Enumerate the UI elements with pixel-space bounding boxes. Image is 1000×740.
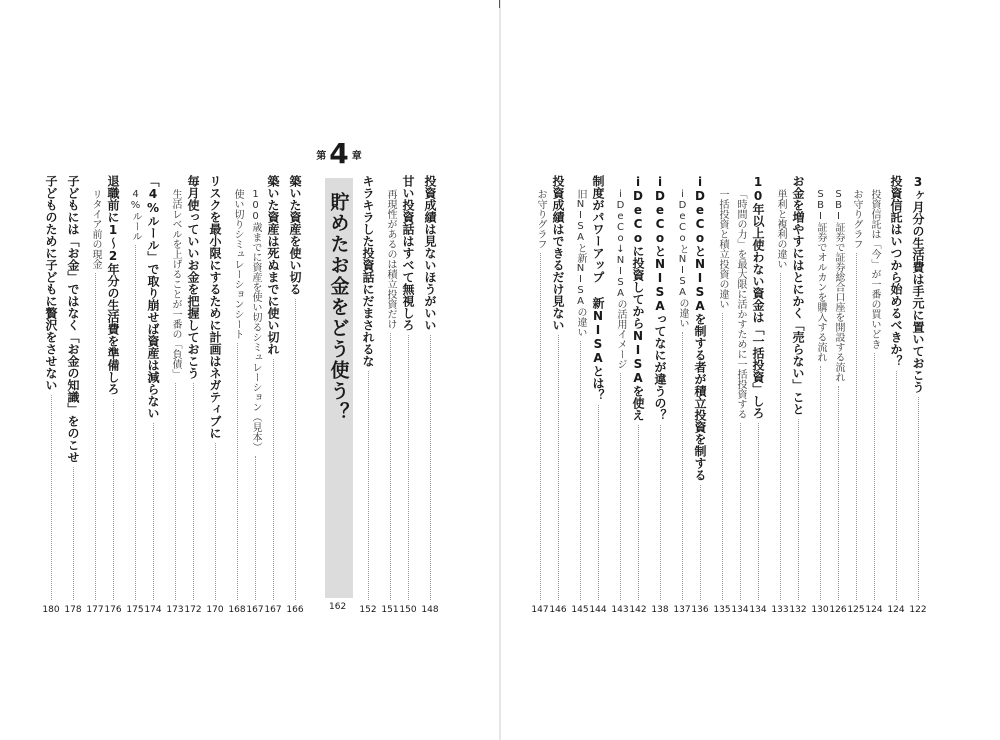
toc-page-number: 125 bbox=[847, 605, 865, 615]
toc-subentry bbox=[730, 175, 750, 615]
toc-entry-title: iDeCoに投資してからNISAを使え bbox=[631, 175, 645, 421]
toc-entry-title: 「4%ルール」で取り崩せば資産は減らない bbox=[146, 175, 160, 419]
toc-entry bbox=[398, 175, 418, 615]
toc-leader-dots bbox=[798, 419, 799, 600]
toc-entry bbox=[588, 175, 608, 615]
toc-page-number: 144 bbox=[589, 605, 607, 615]
toc-subentry bbox=[530, 175, 550, 615]
toc-subentry bbox=[846, 175, 866, 615]
toc-leader-dots bbox=[700, 485, 701, 600]
toc-leader-dots bbox=[215, 443, 216, 600]
toc-entry bbox=[143, 175, 163, 615]
toc-entry-title: 築いた資産を使い切る bbox=[288, 175, 302, 295]
toc-subentry bbox=[165, 175, 185, 615]
toc-entry-title: 使い切りシミュレーションシート bbox=[232, 189, 243, 339]
chapter-title: 貯めたお金をどう使う？ bbox=[327, 192, 350, 423]
toc-leader-dots bbox=[193, 383, 194, 600]
toc-page-number: 138 bbox=[651, 605, 669, 615]
chapter-label bbox=[316, 137, 362, 170]
crop-mark bbox=[499, 0, 500, 8]
toc-subentry bbox=[864, 175, 884, 615]
toc-page-number: 176 bbox=[104, 605, 122, 615]
toc-page-number: 152 bbox=[359, 605, 377, 615]
toc-page-number: 133 bbox=[771, 605, 789, 615]
toc-leader-dots bbox=[175, 383, 176, 600]
toc-entry-title: iDeCoとNISAってなにが違うの？ bbox=[653, 175, 667, 421]
toc-page-number: 135 bbox=[713, 605, 731, 615]
toc-leader-dots bbox=[558, 335, 559, 600]
toc-page-number: 147 bbox=[531, 605, 549, 615]
toc-entry-title: 毎月使っていいお金を把握しておこう bbox=[186, 175, 200, 379]
toc-entry-title: 3ヶ月分の生活費は手元に置いておこう bbox=[911, 175, 925, 393]
toc-entry-title: iDeCoとNISAを制する者が積立投資を制する bbox=[693, 175, 707, 481]
toc-entry-title: 甘い投資話はすべて無視しろ bbox=[401, 175, 415, 331]
toc-entry-title: リスクを最小限にするために計画はネガティブに bbox=[208, 175, 222, 439]
toc-leader-dots bbox=[682, 332, 683, 600]
toc-entry-title: 単利と複利の違い bbox=[775, 189, 786, 269]
toc-entry bbox=[41, 175, 61, 615]
toc-subentry bbox=[828, 175, 848, 615]
toc-page-number: 178 bbox=[64, 605, 82, 615]
toc-entry-title: 生活レベルを上げることが一番の「負債」 bbox=[170, 189, 181, 379]
toc-entry bbox=[205, 175, 225, 615]
toc-leader-dots bbox=[135, 245, 136, 600]
toc-page-number: 142 bbox=[629, 605, 647, 615]
toc-leader-dots bbox=[856, 253, 857, 600]
toc-leader-dots bbox=[620, 373, 621, 600]
toc-page-number: 172 bbox=[184, 605, 202, 615]
toc-leader-dots bbox=[820, 366, 821, 600]
toc-leader-dots bbox=[540, 253, 541, 600]
toc-page-number: 137 bbox=[673, 605, 691, 615]
toc-page-number: 180 bbox=[42, 605, 60, 615]
toc-entry-title: キラキラした投資話にだまされるな bbox=[361, 175, 375, 367]
toc-leader-dots bbox=[153, 423, 154, 600]
toc-entry-title: 子どもには「お金」ではなく「お金の知識」をのこせ bbox=[66, 175, 80, 463]
toc-subentry bbox=[672, 175, 692, 615]
toc-entry bbox=[548, 175, 568, 615]
toc-subentry bbox=[610, 175, 630, 615]
toc-entry-title: 退職前に1〜2年分の生活費を準備しろ bbox=[106, 175, 120, 395]
toc-entry-title: 子どものために子どもに贅沢をさせない bbox=[44, 175, 58, 391]
toc-page-number: 134 bbox=[749, 605, 767, 615]
toc-page-number: 124 bbox=[865, 605, 883, 615]
toc-subentry bbox=[245, 175, 265, 615]
toc-leader-dots bbox=[255, 456, 256, 600]
toc-page-number: 143 bbox=[611, 605, 629, 615]
toc-leader-dots bbox=[740, 423, 741, 600]
toc-entry bbox=[628, 175, 648, 615]
toc-page-number: 168 bbox=[228, 605, 246, 615]
toc-leader-dots bbox=[368, 371, 369, 600]
toc-entry-title: iDeCo↓NISAの活用イメージ bbox=[615, 189, 626, 369]
toc-leader-dots bbox=[758, 423, 759, 600]
toc-leader-dots bbox=[51, 395, 52, 600]
toc-page-number: 136 bbox=[691, 605, 709, 615]
toc-page-number: 146 bbox=[549, 605, 567, 615]
toc-leader-dots bbox=[780, 273, 781, 600]
toc-entry bbox=[63, 175, 83, 615]
toc-leader-dots bbox=[73, 467, 74, 600]
toc-subentry bbox=[85, 175, 105, 615]
toc-entry-title: お金を増やすにはとにかく「売らない」こと bbox=[791, 175, 805, 415]
toc-page-number: 177 bbox=[86, 605, 104, 615]
toc-subentry bbox=[570, 175, 590, 615]
toc-leader-dots bbox=[580, 341, 581, 600]
toc-page-number: 167 bbox=[264, 605, 282, 615]
chapter-page-number: 162 bbox=[329, 602, 347, 612]
toc-entry bbox=[748, 175, 768, 615]
toc-entry bbox=[285, 175, 305, 615]
toc-entry bbox=[690, 175, 710, 615]
toc-entry-title: 投資成績は見ないほうがいい bbox=[423, 175, 437, 331]
toc-page-number: 148 bbox=[421, 605, 439, 615]
toc-leader-dots bbox=[237, 343, 238, 600]
toc-leader-dots bbox=[273, 359, 274, 600]
toc-entry bbox=[263, 175, 283, 615]
toc-entry bbox=[183, 175, 203, 615]
toc-subentry bbox=[125, 175, 145, 615]
chapter-prefix: 第 bbox=[316, 150, 327, 162]
toc-entry-title: お守りグラフ bbox=[535, 189, 546, 249]
toc-leader-dots bbox=[896, 371, 897, 600]
toc-entry bbox=[908, 175, 928, 615]
toc-page-number: 173 bbox=[166, 605, 184, 615]
toc-entry-title: 投資成績はできるだけ見ない bbox=[551, 175, 565, 331]
toc-leader-dots bbox=[390, 333, 391, 600]
toc-page-number: 126 bbox=[829, 605, 847, 615]
toc-leader-dots bbox=[95, 273, 96, 600]
toc-subentry bbox=[380, 175, 400, 615]
toc-page-number: 130 bbox=[811, 605, 829, 615]
toc-page-number: 166 bbox=[286, 605, 304, 615]
toc-leader-dots bbox=[638, 425, 639, 600]
toc-leader-dots bbox=[918, 397, 919, 600]
toc-page-number: 174 bbox=[144, 605, 162, 615]
toc-page-number: 124 bbox=[887, 605, 905, 615]
toc-page-number: 122 bbox=[909, 605, 927, 615]
toc-entry-title: iDeCoとNISAの違い bbox=[677, 189, 688, 328]
toc-entry-title: 100歳までに資産を使い切るシミュレーション（見本） bbox=[250, 189, 261, 452]
chapter-suffix: 章 bbox=[351, 150, 362, 162]
toc-page-number: 134 bbox=[731, 605, 749, 615]
toc-subentry bbox=[770, 175, 790, 615]
toc-entry-title: 4%ルール bbox=[130, 189, 141, 241]
toc-leader-dots bbox=[430, 335, 431, 600]
toc-page-number: 175 bbox=[126, 605, 144, 615]
toc-leader-dots bbox=[660, 425, 661, 600]
toc-entry-title: 築いた資産は死ぬまでに使い切れ bbox=[266, 175, 280, 355]
toc-entry-title: SBI証券で証券総合口座を開設する流れ bbox=[833, 189, 844, 382]
toc-entry-title: 制度がパワーアップ 新NISAとは？ bbox=[591, 175, 605, 401]
toc-entry-title: 投資信託は「今」が一番の買いどき bbox=[869, 189, 880, 349]
toc-page-number: 132 bbox=[789, 605, 807, 615]
toc-entry bbox=[650, 175, 670, 615]
toc-entry-title: 投資信託はいつから始めるべきか？ bbox=[889, 175, 903, 367]
chapter-number: 4 bbox=[329, 137, 349, 170]
toc-leader-dots bbox=[874, 353, 875, 600]
toc-leader-dots bbox=[295, 299, 296, 600]
toc-entry-title: リタイア前の現金 bbox=[90, 189, 101, 269]
toc-entry-title: 10年以上使わない資金は「一括投資」しろ bbox=[751, 175, 765, 419]
toc-leader-dots bbox=[838, 386, 839, 600]
toc-leader-dots bbox=[408, 335, 409, 600]
chapter-title-bar bbox=[325, 178, 353, 598]
toc-entry-title: 一括投資と積立投資の違い bbox=[717, 189, 728, 309]
toc-entry bbox=[788, 175, 808, 615]
toc-entry bbox=[103, 175, 123, 615]
toc-entry-title: 「時間の力」を最大限に活かすために一括投資する bbox=[735, 189, 746, 419]
toc-entry-title: SBI証券でオルカンを購入する流れ bbox=[815, 189, 826, 362]
toc-leader-dots bbox=[722, 313, 723, 600]
toc-page-number: 167 bbox=[246, 605, 264, 615]
toc-entry-title: 再現性があるのは積立投資だけ bbox=[385, 189, 396, 329]
toc-page-number: 151 bbox=[381, 605, 399, 615]
toc-page-number: 150 bbox=[399, 605, 417, 615]
toc-entry-title: 旧NISAと新NISAの違い bbox=[575, 189, 586, 337]
toc-page-number: 170 bbox=[206, 605, 224, 615]
toc-leader-dots bbox=[113, 399, 114, 600]
toc-page-number: 145 bbox=[571, 605, 589, 615]
toc-subentry bbox=[227, 175, 247, 615]
toc-entry bbox=[420, 175, 440, 615]
toc-entry bbox=[886, 175, 906, 615]
toc-entry-title: お守りグラフ bbox=[851, 189, 862, 249]
toc-entry bbox=[358, 175, 378, 615]
toc-subentry bbox=[712, 175, 732, 615]
toc-subentry bbox=[810, 175, 830, 615]
toc-leader-dots bbox=[598, 405, 599, 600]
